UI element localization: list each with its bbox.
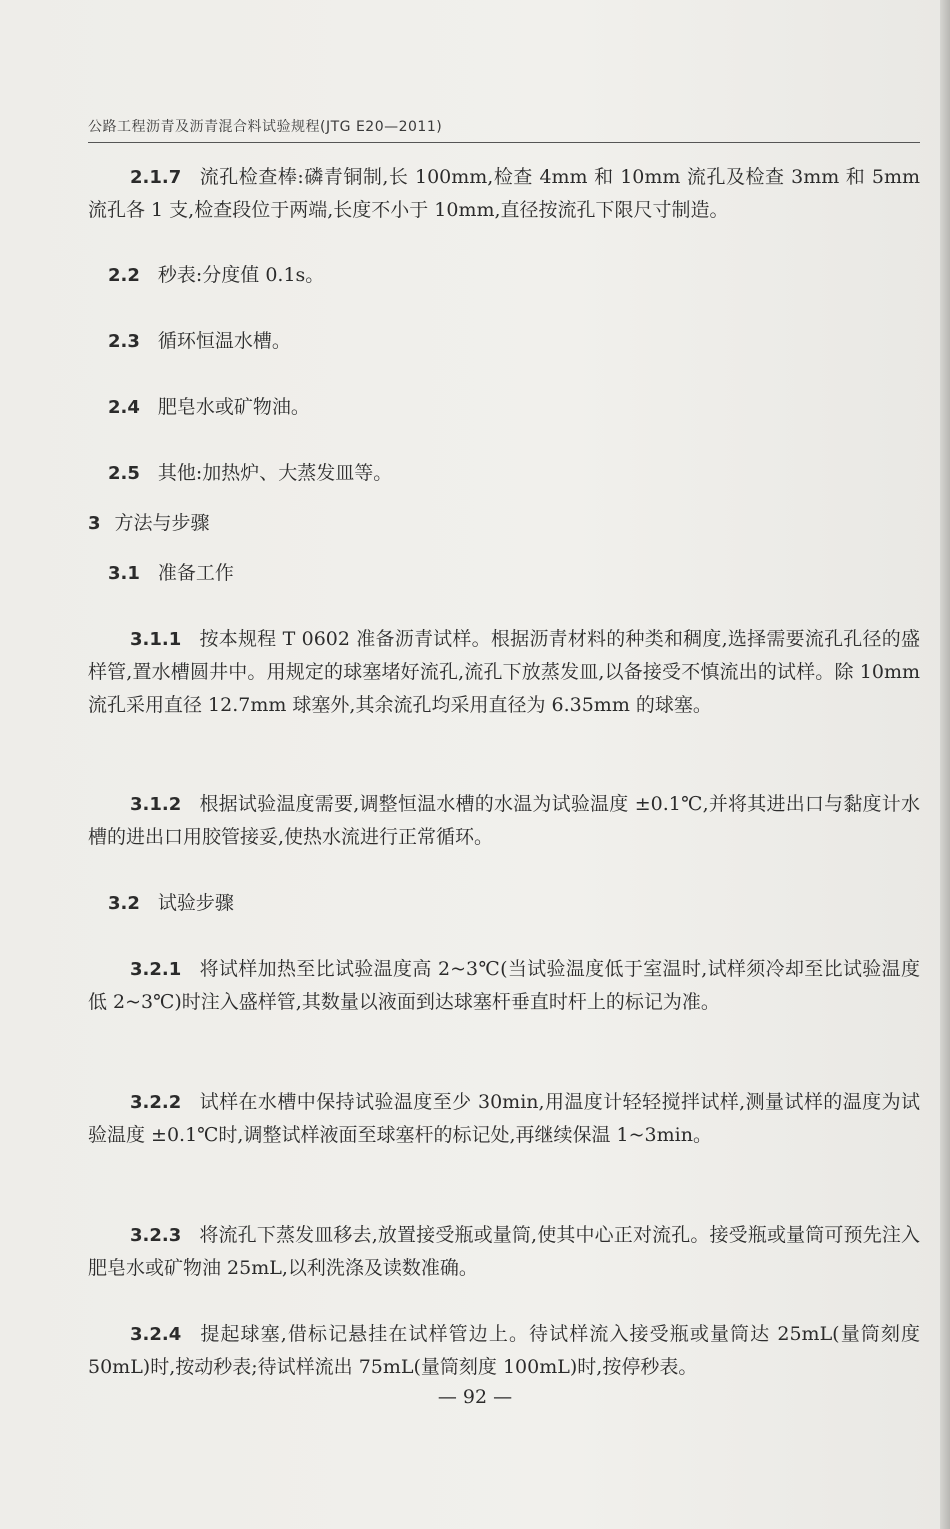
clause-text: 试样在水槽中保持试验温度至少 30min,用温度计轻轻搅拌试样,测量试样的温度为试验温度 ±0.1℃时,调整试样液面至球塞杆的标记处,再继续保温 1~3min。: [88, 1091, 920, 1146]
clause-3-1-2: [88, 788, 920, 854]
clause-text: 根据试验温度需要,调整恒温水槽的水温为试验温度 ±0.1℃,并将其进出口与黏度计水槽的进出口用胶管接妥,使热水流进行正常循环。: [88, 793, 920, 848]
section-number: 3.2: [108, 893, 140, 914]
clause-number: 2.2: [108, 265, 140, 286]
clause-3-2-2: [88, 1086, 920, 1152]
clause-text: 秒表:分度值 0.1s。: [157, 264, 325, 286]
clause-text: 按本规程 T 0602 准备沥青试样。根据沥青材料的种类和稠度,选择需要流孔孔径的盛样管,置水槽圆井中。用规定的球塞堵好流孔,流孔下放蒸发皿,以备接受不慎流出的试样。除 10mm 流孔采用直径 12.7mm 球塞外,其余流孔均采用直径为 6.35mm 的球塞。: [88, 628, 920, 716]
clause-3-2-3: [88, 1219, 920, 1285]
section-number: 3.1: [108, 563, 140, 584]
clause-number: 3.1.2: [130, 794, 182, 815]
clause-text: 将流孔下蒸发皿移去,放置接受瓶或量筒,使其中心正对流孔。接受瓶或量筒可预先注入肥皂水或矿物油 25mL,以利洗涤及读数准确。: [88, 1224, 920, 1279]
page-number: — 92 —: [437, 1386, 513, 1408]
clause-2-5: [108, 457, 940, 490]
clause-text: 其他:加热炉、大蒸发皿等。: [157, 462, 393, 484]
clause-2-2: [108, 259, 940, 292]
section-number: 3: [88, 513, 101, 534]
clause-number: 2.3: [108, 331, 140, 352]
clause-number: 2.5: [108, 463, 140, 484]
clause-text: 肥皂水或矿物油。: [157, 396, 310, 418]
page-edge: [940, 0, 950, 1529]
clause-3-1-1: [88, 623, 920, 722]
clause-number: 3.2.3: [130, 1225, 182, 1246]
clause-text: 提起球塞,借标记悬挂在试样管边上。待试样流入接受瓶或量筒达 25mL(量筒刻度 50mL)时,按动秒表;待试样流出 75mL(量筒刻度 100mL)时,按停秒表。: [88, 1323, 920, 1378]
clause-text: 流孔检查棒:磷青铜制,长 100mm,检查 4mm 和 10mm 流孔及检查 3mm 和 5mm 流孔各 1 支,检查段位于两端,长度不小于 10mm,直径按流孔下限尺寸制造。: [88, 166, 920, 221]
section-title: 方法与步骤: [114, 512, 210, 534]
clause-number: 3.2.2: [130, 1092, 182, 1113]
section-title: 准备工作: [157, 562, 234, 584]
clause-number: 2.1.7: [130, 167, 182, 188]
section-3-1-heading: [108, 557, 940, 590]
clause-2-4: [108, 391, 940, 424]
clause-text: 将试样加热至比试验温度高 2~3℃(当试验温度低于室温时,试样须冷却至比试验温度低 2~3℃)时注入盛样管,其数量以液面到达球塞杆垂直时杆上的标记为准。: [88, 958, 920, 1013]
clause-number: 3.2.4: [130, 1324, 182, 1345]
clause-number: 3.1.1: [130, 629, 182, 650]
header-rule: [88, 142, 920, 143]
running-header: 公路工程沥青及沥青混合料试验规程(JTG E20—2011): [88, 119, 443, 135]
clause-3-2-1: [88, 953, 920, 1019]
section-3-heading: [88, 507, 920, 540]
section-title: 试验步骤: [157, 892, 234, 914]
clause-3-2-4: [88, 1318, 920, 1384]
clause-number: 2.4: [108, 397, 140, 418]
clause-2-3: [108, 325, 940, 358]
clause-2-1-7: [88, 161, 920, 227]
clause-number: 3.2.1: [130, 959, 182, 980]
section-3-2-heading: [108, 887, 940, 920]
clause-text: 循环恒温水槽。: [157, 330, 291, 352]
